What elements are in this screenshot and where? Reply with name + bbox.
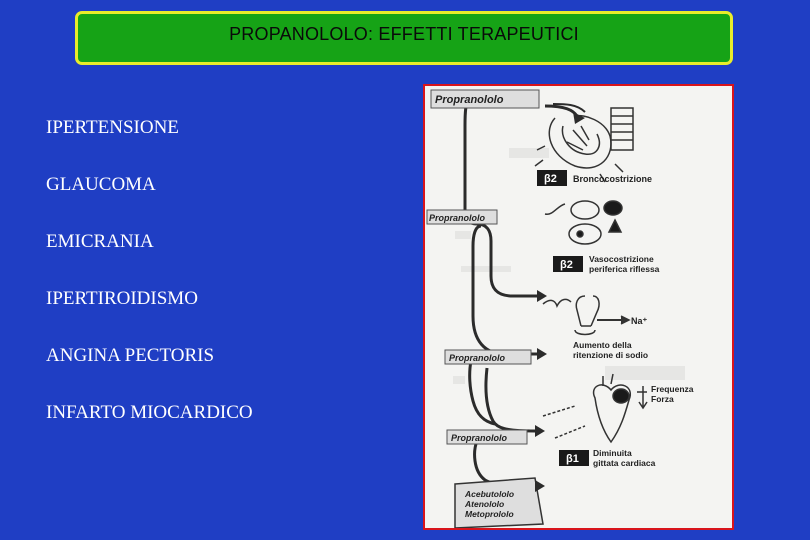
effect-label: Vasocostrizione: [589, 254, 654, 264]
beta2-receptor-badge: β2: [560, 259, 573, 271]
selective-blocker: Acebutololo: [465, 489, 515, 499]
drug-label: Propranololo: [429, 213, 485, 223]
selective-blocker: Metoprololo: [465, 509, 514, 519]
effect-label: gittata cardiaca: [593, 458, 656, 468]
effect-label: periferica riflessa: [589, 264, 660, 274]
heart-effect-label: Frequenza: [651, 384, 694, 394]
effect-label: ritenzione di sodio: [573, 350, 649, 360]
nephron-illustration: [543, 296, 629, 335]
heart-effect-label: Forza: [651, 394, 674, 404]
indication-item: IPERTIROIDISMO: [46, 288, 198, 309]
indication-item: ANGINA PECTORIS: [46, 345, 215, 366]
sodium-label: Na⁺: [631, 316, 648, 326]
vessel-illustration: [545, 201, 622, 244]
selective-blocker: Atenololo: [465, 499, 505, 509]
effect-label: Aumento della: [573, 340, 632, 350]
page-title: PROPANOLOLO: EFFETTI TERAPEUTICI: [229, 24, 579, 44]
heart-illustration: [543, 374, 647, 442]
effect-label: Diminuita: [593, 448, 632, 458]
indication-item: GLAUCOMA: [46, 174, 156, 195]
indication-item: IPERTENSIONE: [46, 117, 179, 138]
indication-item: EMICRANIA: [46, 231, 154, 252]
propranolol-effects-figure: [423, 84, 734, 530]
mechanism-diagram: [425, 86, 732, 528]
indication-item: INFARTO MIOCARDICO: [46, 402, 253, 423]
effect-label: Broncocostrizione: [573, 174, 653, 184]
beta2-receptor-badge: β2: [544, 173, 557, 185]
drug-label: Propranololo: [451, 433, 507, 443]
beta1-receptor-badge: β1: [566, 453, 579, 465]
drug-label: Propranololo: [449, 353, 505, 363]
title-banner: [75, 11, 733, 65]
drug-label: Propranololo: [435, 94, 504, 106]
